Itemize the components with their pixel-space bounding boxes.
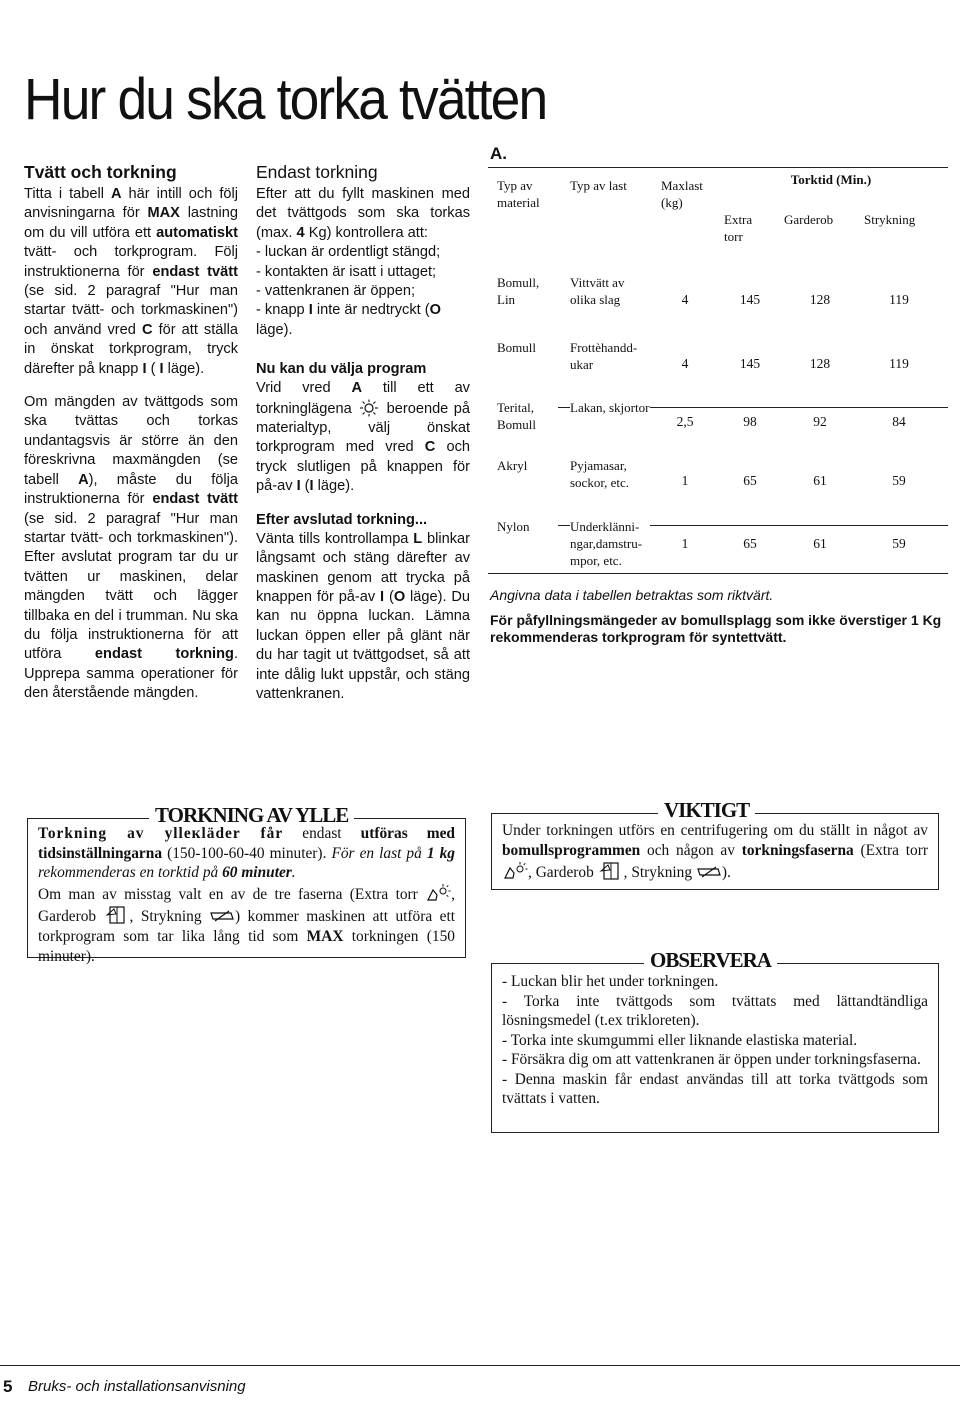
cell-material: Akryl: [497, 458, 528, 473]
cell-extra: 145: [739, 356, 761, 371]
wardrobe-icon: [104, 905, 130, 925]
cell-strykning: 59: [892, 473, 906, 488]
footer-rule: [0, 1365, 960, 1366]
cell-garderob: 128: [809, 292, 831, 307]
box-wool: [27, 803, 466, 965]
cell-extra: 98: [720, 413, 780, 430]
note-item: - Försäkra dig om att vattenkranen är öppen under torkningsfaserna.: [502, 1051, 921, 1068]
cell-strykning: 84: [869, 413, 929, 430]
check-list: [256, 243, 470, 340]
paragraph-check: Efter att du fyllt maskinen med det tvättgods som ska torkas (max. 4 Kg) kontrollera att:: [256, 186, 470, 241]
page-number: 5: [3, 1377, 13, 1396]
box-note-title: OBSERVERA: [644, 950, 777, 970]
cell-load: Lakan, skjortor: [570, 400, 650, 415]
paragraph-after-drying: Vänta tills kontrollampa L blinkar långsamt och stäng därefter av maskinen genom att trycka på knappen för på-av I (O läge). Du kan nu öppna luckan. Lämna luckan öppen eller på glänt när du har tagit ut tvättgodset, så att inte dålig lukt uppstår, och stäng vattenkranen.: [256, 530, 471, 702]
cell-garderob: 92: [790, 413, 850, 430]
column-wash-and-dry: [24, 162, 238, 718]
drying-table: [488, 145, 948, 605]
cell-extra: 145: [739, 292, 761, 307]
note-cotton: För påfyllningsmängeder av bomullsplagg som ikke överstiger 1 Kg rekommenderas torkprogram för syntettvätt.: [490, 612, 942, 645]
cell-strykning: 119: [889, 356, 909, 371]
cell-material: Bomull: [497, 340, 537, 355]
cell-material: Terital, Bomull: [497, 399, 557, 433]
heading-after-drying: Efter avslutad torkning...: [256, 511, 428, 528]
iron-icon: [209, 905, 235, 925]
box-important: [491, 798, 939, 890]
header-load: Typ av last: [570, 178, 627, 193]
page-footer: [0, 1365, 960, 1405]
header-material: Typ av material: [497, 178, 540, 210]
note-item: - Torka inte tvättgods som tvättats med lättandtändliga lösningsmedel (t.ex trikloreten).: [502, 992, 928, 1029]
cell-load: Frottèhandd-ukar: [570, 340, 638, 372]
cell-garderob: 61: [813, 536, 827, 551]
cell-load: Pyjamasar, sockor, etc.: [570, 458, 630, 490]
heading-wash-and-dry: Tvätt och torkning: [24, 162, 177, 182]
note-guideline: Angivna data i tabellen betraktas som riktvärt.: [490, 587, 774, 603]
header-wardrobe: Garderob: [784, 212, 834, 227]
note-item: - Luckan blir het under torkningen.: [502, 973, 719, 990]
cell-garderob: 128: [809, 356, 831, 371]
check-item: - kontakten är isatt i uttaget;: [256, 263, 437, 280]
cell-max: 2,5: [655, 413, 715, 430]
column-dry-only: [256, 162, 470, 718]
check-item: - luckan är ordentligt stängd;: [256, 244, 441, 261]
paragraph-overload: Om mängden av tvättgods som ska tvättas och torkas undantagsvis är större än den föreskrivna maxmängden (se tabell A), måste du följa instruktionerna för endast tvätt (se sid. 2 paragraf "Hur man startar tvätt- och torkmaskinen"). Efter avslutat program tar du ur tvätten ur maskinen, delar mängden tvätt och lägger tillbaka en del i trumman. Nu ska du följa instruktionerna för att utföra endast torkning. Upprepa samma operationer för den återstående mängden.: [24, 394, 238, 702]
cell-load: Underklänni-ngar,damstru-mpor, etc.: [570, 518, 650, 569]
iron-icon: [696, 861, 722, 881]
header-extra-dry: Extra torr: [724, 212, 753, 244]
cell-max: 4: [681, 356, 689, 371]
box-wool-title: TORKNING AV YLLE: [149, 805, 354, 825]
box-note: [491, 948, 939, 1133]
page-title: Hur du ska torka tvätten: [24, 67, 547, 132]
cell-max: 1: [681, 536, 689, 551]
cell-material: Nylon: [497, 518, 557, 535]
cell-extra: 65: [743, 473, 757, 488]
check-item: - knapp I inte är nedtryckt (O läge).: [256, 302, 441, 338]
table-rule: [488, 573, 948, 574]
cell-load: Vittvätt av olika slag: [570, 275, 625, 307]
note-item: - Torka inte skumgummi eller liknande elastiska material.: [502, 1031, 858, 1049]
box-important-body: Under torkningen utförs en centrifugering om du ställt in något av bomullsprogrammen och någon av torkningsfaserna (Extra torr , Garderob , Strykning ).: [502, 822, 928, 881]
cell-strykning: 119: [889, 292, 909, 307]
table-rule: [488, 167, 948, 168]
cell-strykning: 59: [892, 536, 906, 551]
note-item: - Denna maskin får endast användas till att torka tvättgods som tvättats i vatten.: [502, 1070, 928, 1107]
paragraph-max-load: Titta i tabell A här intill och följ anvisningarna för MAX lastning om du vill utföra ett automatiskt tvätt- och torkprogram. Följ instruktionerna för endast tvätt (se sid. 2 paragraf "Hur man startar tvätt- och torkmaskinen") och använd vred C för att ställa in önskat torkprogram, tryck därefter på knapp I ( I läge).: [24, 186, 238, 377]
table-letter: A.: [490, 144, 507, 163]
header-max: Maxlast (kg): [661, 178, 703, 210]
sun-icon: [357, 399, 381, 417]
wardrobe-icon: [598, 861, 624, 881]
cell-material: Bomull, Lin: [497, 275, 540, 307]
cell-extra: 65: [743, 536, 757, 551]
header-drying-time: Torktid (Min.): [790, 172, 872, 187]
box-important-title: VIKTIGT: [658, 800, 755, 820]
paragraph-choose-program: Vrid vred A till ett av torkninglägena beroende på materialtyp, välj önskat torkprogram med vred C och tryck slutligen på knappen för på-av I (I läge).: [256, 380, 470, 495]
footer-title: Bruks- och installationsanvisning: [28, 1378, 246, 1395]
box-wool-body: Torkning av ylleкläder får endast utföras med tidsinställningarna (150-100-60-40 minuter). För en last på 1 kg rekommenderas en torktid på 60 minuter. Om man av misstag valt en av de tre faserna (Extra torr , Garderob , Strykning ) kommer maskinen att utföra ett torkprogram som tar lika lång tid som MAX torkningen (150 minuter).: [38, 825, 456, 965]
cell-max: 4: [681, 292, 689, 307]
table-notes: [490, 587, 945, 646]
heading-choose-program: Nu kan du välja program: [256, 361, 427, 378]
cell-max: 1: [681, 473, 689, 488]
box-note-body: [492, 964, 938, 1109]
header-ironing: Strykning: [864, 212, 916, 227]
cell-garderob: 61: [813, 473, 827, 488]
heading-dry-only: Endast torkning: [256, 162, 378, 182]
extra-dry-icon: [425, 883, 451, 903]
check-item: - vattenkranen är öppen;: [256, 283, 416, 300]
extra-dry-icon: [502, 861, 528, 881]
